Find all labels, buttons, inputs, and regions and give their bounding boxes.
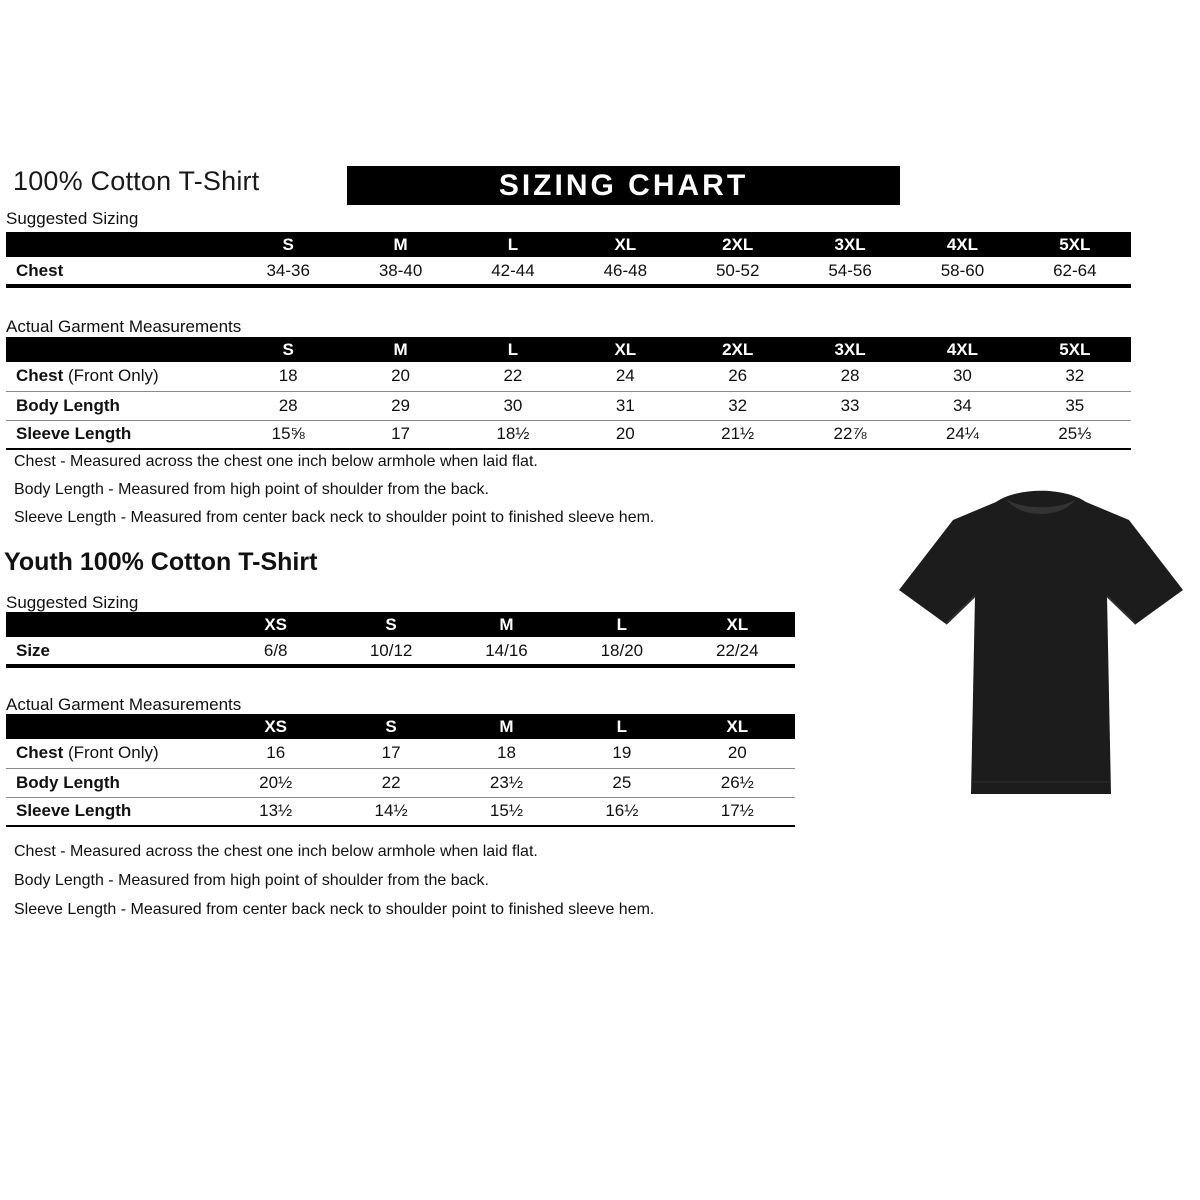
tshirt-body (899, 491, 1183, 794)
youth-title: Youth 100% Cotton T-Shirt (4, 548, 318, 576)
table-row-sleeve-length (6, 420, 1131, 449)
size-header: S (232, 232, 344, 257)
measurement-cell: 25⅓ (1058, 424, 1092, 444)
measurement-cell: 10/12 (369, 640, 413, 660)
measurement-cell: 18½ (496, 424, 530, 444)
measurement-cell: 28 (278, 395, 298, 415)
size-header: 3XL (794, 337, 906, 362)
measurement-cell: 6/8 (263, 640, 288, 660)
row-label: Chest (Front Only) (16, 743, 159, 763)
measurement-cell: 20½ (259, 772, 293, 792)
table-row-body-length (6, 768, 795, 797)
size-header: M (449, 612, 564, 637)
measurement-cell: 18/20 (600, 640, 644, 660)
measurement-cell: 21½ (721, 424, 755, 444)
measurement-cell: 19 (612, 743, 632, 763)
measurement-cell: 17½ (720, 801, 754, 821)
measurement-cell: 25 (612, 772, 632, 792)
size-header: 4XL (906, 232, 1018, 257)
corner-cell (6, 612, 218, 637)
measurement-cell: 15⅝ (271, 424, 305, 444)
measurement-cell: 26 (728, 366, 748, 386)
measurement-cell: 34-36 (266, 260, 310, 280)
note-line: Sleeve Length - Measured from center back neck to shoulder point to finished sleeve hem. (14, 901, 655, 918)
youth-suggested-header-row (6, 612, 795, 637)
adult-garment-label: Actual Garment Measurements (6, 317, 242, 336)
size-header: XL (680, 612, 795, 637)
corner-cell (6, 714, 218, 739)
measurement-cell: 23½ (489, 772, 524, 792)
note-line: Sleeve Length - Measured from center back neck to shoulder point to finished sleeve hem. (14, 509, 655, 526)
size-header: L (457, 337, 569, 362)
size-header: L (564, 714, 679, 739)
table-row-chest (6, 739, 795, 768)
table-row-body-length (6, 391, 1131, 420)
measurement-cell: 15½ (489, 801, 524, 821)
size-header: L (564, 612, 679, 637)
measurement-cell: 22 (381, 772, 401, 792)
measurement-cell: 62-64 (1053, 260, 1097, 280)
row-label: Body Length (16, 772, 120, 792)
measurement-cell: 17 (391, 424, 411, 444)
size-header: 2XL (682, 232, 794, 257)
row-label: Sleeve Length (16, 424, 132, 444)
youth-garment-header-row (6, 714, 795, 739)
measurement-cell: 32 (1065, 366, 1085, 386)
measurement-cell: 24 (615, 366, 635, 386)
size-header: S (333, 612, 448, 637)
sizing-chart-banner (347, 166, 900, 205)
size-header: S (232, 337, 344, 362)
youth-suggested-sizing-label: Suggested Sizing (6, 593, 139, 612)
size-header: 3XL (794, 232, 906, 257)
measurement-cell: 20 (615, 424, 635, 444)
size-header: XS (218, 714, 333, 739)
size-header: S (333, 714, 448, 739)
sizing-chart-banner-label: SIZING CHART (498, 168, 749, 202)
row-label: Chest (16, 260, 64, 280)
youth-suggested-table (6, 612, 795, 668)
measurement-cell: 22/24 (716, 640, 759, 660)
youth-garment-label: Actual Garment Measurements (6, 695, 242, 714)
adult-garment-table (6, 337, 1131, 450)
measurement-cell: 28 (840, 366, 860, 386)
adult-suggested-sizing-label: Suggested Sizing (6, 209, 139, 228)
size-header: 5XL (1019, 232, 1131, 257)
measurement-cell: 32 (728, 395, 748, 415)
measurement-cell: 26½ (720, 772, 754, 792)
measurement-cell: 31 (615, 395, 635, 415)
size-header: 5XL (1019, 337, 1131, 362)
measurement-cell: 54-56 (828, 260, 872, 280)
table-row-size (6, 637, 795, 666)
measurement-cell: 29 (391, 395, 411, 415)
note-line: Body Length - Measured from high point of shoulder from the back. (14, 872, 489, 889)
measurement-cell: 16½ (605, 801, 639, 821)
row-label: Chest (Front Only) (16, 366, 159, 386)
adult-suggested-table (6, 232, 1131, 288)
measurement-cell: 50-52 (715, 260, 760, 280)
measurement-cell: 30 (952, 366, 972, 386)
corner-cell (6, 232, 232, 257)
measurement-cell: 38-40 (378, 260, 423, 280)
size-header: XS (218, 612, 333, 637)
size-header: L (457, 232, 569, 257)
measurement-cell: 46-48 (603, 260, 648, 280)
youth-garment-table (6, 714, 795, 827)
page-title: 100% Cotton T-Shirt (13, 166, 260, 196)
note-line: Body Length - Measured from high point of shoulder from the back. (14, 481, 489, 498)
measurement-cell: 30 (503, 395, 523, 415)
measurement-cell: 35 (1065, 395, 1085, 415)
corner-cell (6, 337, 232, 362)
adult-garment-header-row (6, 337, 1131, 362)
measurement-cell: 14½ (374, 801, 408, 821)
note-line: Chest - Measured across the chest one inch below armhole when laid flat. (14, 453, 538, 470)
row-label: Sleeve Length (16, 801, 132, 821)
size-header: XL (569, 337, 681, 362)
size-header: M (344, 337, 456, 362)
measurement-cell: 13½ (259, 801, 293, 821)
table-row-chest (6, 362, 1131, 391)
size-header: 2XL (682, 337, 794, 362)
measurement-cell: 33 (840, 395, 860, 415)
size-header: XL (680, 714, 795, 739)
measurement-cell: 20 (727, 743, 747, 763)
size-header: 4XL (906, 337, 1018, 362)
row-label: Body Length (16, 395, 120, 415)
table-row-chest (6, 257, 1131, 286)
note-line: Chest - Measured across the chest one inch below armhole when laid flat. (14, 843, 538, 860)
measurement-cell: 22 (503, 366, 523, 386)
measurement-cell: 17 (381, 743, 401, 763)
adult-measurement-notes (14, 453, 934, 537)
size-header: M (449, 714, 564, 739)
measurement-cell: 16 (266, 743, 286, 763)
tshirt-image (893, 476, 1189, 816)
youth-measurement-notes (14, 843, 934, 930)
measurement-cell: 22⅞ (833, 424, 867, 444)
size-header: XL (569, 232, 681, 257)
row-label: Size (16, 640, 51, 660)
measurement-cell: 14/16 (485, 640, 528, 660)
measurement-cell: 34 (952, 395, 972, 415)
measurement-cell: 58-60 (940, 260, 985, 280)
measurement-cell: 24¼ (945, 424, 979, 444)
table-row-sleeve-length (6, 797, 795, 826)
measurement-cell: 42-44 (491, 260, 535, 280)
measurement-cell: 18 (497, 743, 516, 763)
adult-suggested-header-row (6, 232, 1131, 257)
measurement-cell: 20 (391, 366, 411, 386)
size-header: M (344, 232, 456, 257)
measurement-cell: 18 (278, 366, 298, 386)
